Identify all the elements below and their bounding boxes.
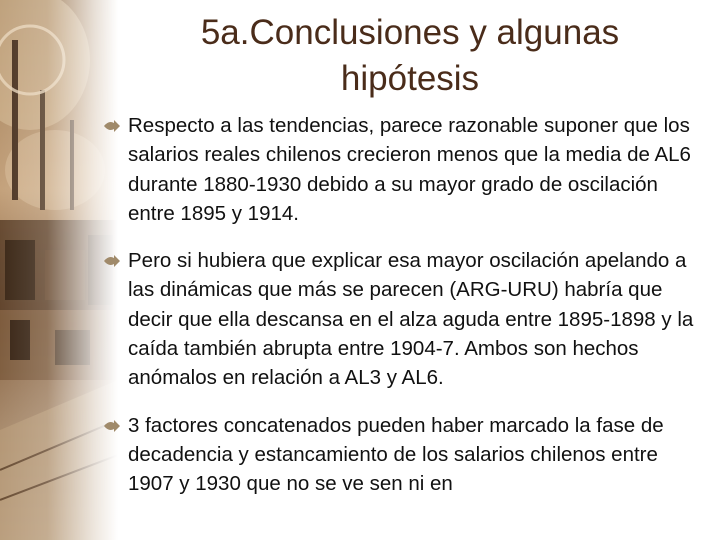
bullet-arrow-icon <box>103 120 121 132</box>
bullet-item <box>103 111 703 228</box>
sepia-industrial-photo <box>0 0 118 540</box>
bullet-item <box>103 411 703 499</box>
bullet-text: Respecto a las tendencias, parece razonable suponer que los salarios reales chilenos crecieron menos que la media de AL6 durante 1880-1930 debido a su mayor grado de oscilación entre 1895 y 1914. <box>128 114 691 225</box>
bullet-list <box>103 111 703 517</box>
bullet-text: Pero si hubiera que explicar esa mayor oscilación apelando a las dinámicas que más se parecen (ARG-URU) habría que decir que ella descansa en el alza aguda entre 1895-1898 y la caída también abrupta entre 1904-7. Ambos son hechos anómalos en relación a AL3 y AL6. <box>128 249 694 390</box>
bullet-text: 3 factores concatenados pueden haber marcado la fase de decadencia y estancamiento de los salarios chilenos entre 1907 y 1930 que no se ve sen ni en <box>128 413 664 496</box>
bullet-item <box>103 246 703 392</box>
bullet-arrow-icon <box>103 255 121 267</box>
bullet-arrow-icon <box>103 420 121 432</box>
slide-title: 5a.Conclusiones y algunas hipótesis <box>200 13 620 98</box>
